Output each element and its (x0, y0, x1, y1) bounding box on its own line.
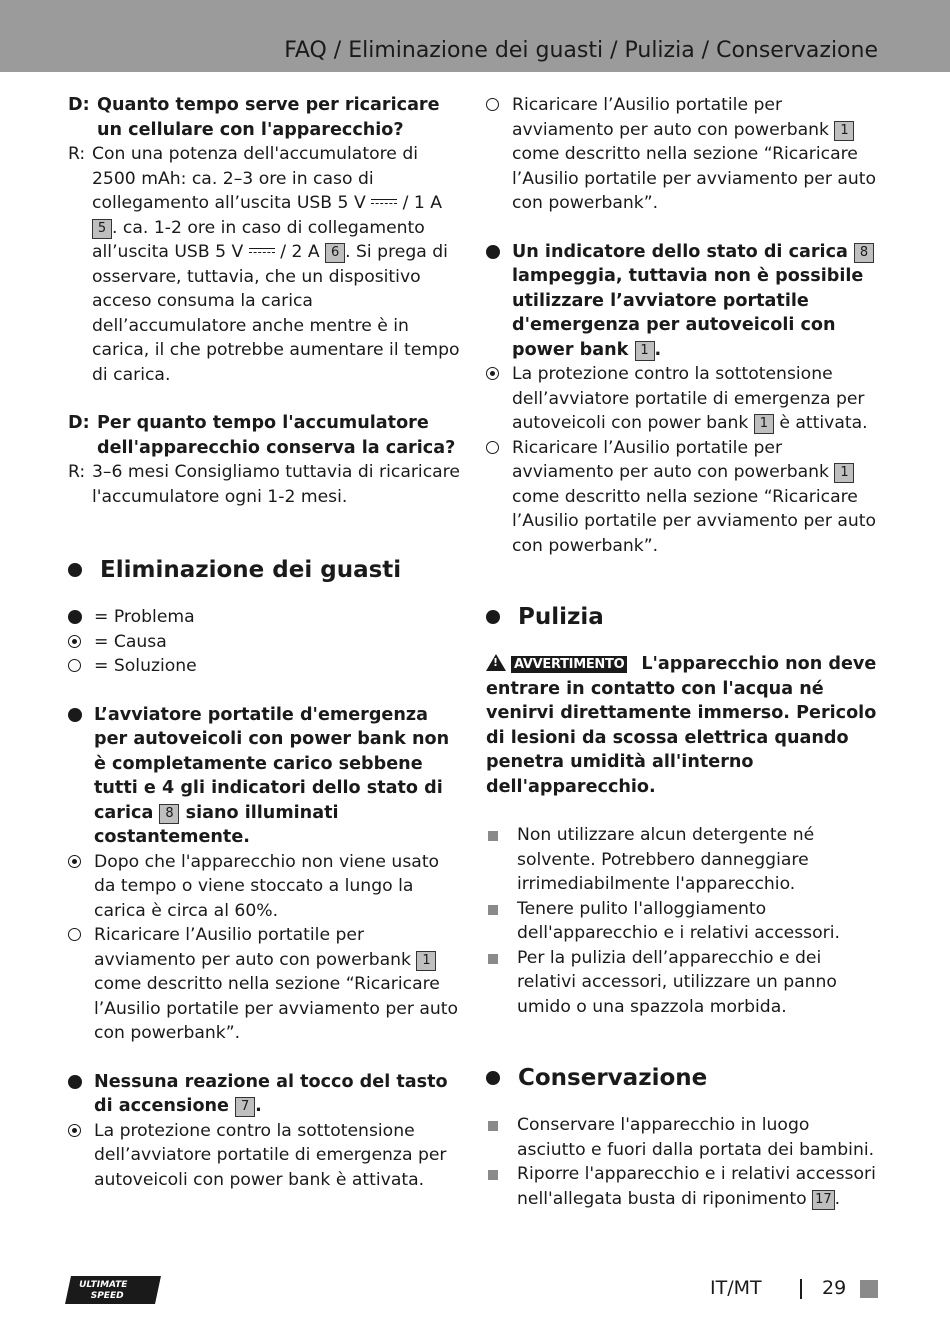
list-item: Riporre l'apparecchio e i relativi accessori nell'allegata busta di riponimento 17 . (486, 1162, 882, 1211)
ref-number: 5 (92, 219, 112, 239)
section-heading-storage: Conservazione (486, 1063, 882, 1093)
ref-number: 17 (812, 1190, 835, 1210)
page-title: FAQ / Eliminazione dei guasti / Pulizia / Conservazione (284, 38, 878, 63)
legend-solution: = Soluzione (68, 654, 464, 679)
cause-text: La protezione contro la sottotensione dell’avviatore portatile di emergenza per autoveicoli con power bank è attivata. (68, 1119, 464, 1193)
faq-2 (68, 411, 464, 509)
bullet-icon (486, 1071, 500, 1085)
square-bullet-icon (488, 831, 498, 841)
square-bullet-icon (488, 1170, 498, 1180)
legend (68, 605, 464, 679)
storage-list (486, 1113, 882, 1211)
faq-1 (68, 93, 464, 387)
problem-bullet-icon (68, 708, 82, 722)
cause-bullet-icon (486, 367, 499, 380)
page-number: 29 (822, 1277, 847, 1299)
problem-bullet-icon (486, 245, 500, 259)
ref-number: 1 (635, 341, 655, 361)
section-heading-cleaning: Pulizia (486, 602, 882, 632)
problem-text: Un indicatore dello stato di carica 8 lampeggia, tuttavia non è possibile utilizzare l’avviatore portatile d'emergenza per autoveicoli con power bank 1 . (486, 240, 882, 363)
section-heading-troubleshooting: Eliminazione dei guasti (68, 555, 464, 585)
solution-bullet-icon (486, 98, 499, 111)
problem-1 (68, 703, 464, 1046)
cause-text: La protezione contro la sottotensione dell’avviatore portatile di emergenza per autoveicoli con power bank 1 è attivata. (486, 362, 882, 436)
legend-problem: = Problema (68, 605, 464, 630)
footer-divider (800, 1279, 802, 1299)
list-item: Tenere pulito l'alloggiamento dell'apparecchio e i relativi accessori. (486, 897, 882, 946)
legend-cause: = Causa (68, 630, 464, 655)
brand-logo: ULTIMATE SPEED (65, 1276, 161, 1304)
solution-text: Ricaricare l’Ausilio portatile per avviamento per auto con powerbank 1 come descritto nella sezione “Ricaricare l’Ausilio portatile per avviamento per auto con powerbank”. (68, 923, 464, 1046)
faq-answer: R: 3–6 mesi Consigliamo tuttavia di ricaricare l'accumulatore ogni 1-2 mesi. (68, 462, 460, 507)
list-item: Conservare l'apparecchio in luogo asciutto e fuori dalla portata dei bambini. (486, 1113, 882, 1162)
problem-2 (68, 1070, 464, 1193)
cleaning-list (486, 823, 882, 1019)
faq-question: D: Quanto tempo serve per ricaricare un cellulare con l'apparecchio? (68, 95, 440, 140)
problem-bullet-icon (68, 1075, 82, 1089)
problem-bullet-icon (68, 610, 82, 624)
ref-number: 8 (159, 804, 179, 824)
ref-number: 1 (834, 121, 854, 141)
solution-bullet-icon (68, 659, 81, 672)
ref-number: 8 (854, 243, 874, 263)
list-item: Non utilizzare alcun detergente né solvente. Potrebbero danneggiare irrimediabilmente l'apparecchio. (486, 823, 882, 897)
ref-number: 7 (235, 1097, 255, 1117)
problem-text: L’avviatore portatile d'emergenza per autoveicoli con power bank non è completamente carico sebbene tutti e 4 gli indicatori dello stato di carica 8 siano illuminati costantemente. (68, 703, 464, 850)
dc-symbol-icon (371, 197, 397, 207)
square-bullet-icon (488, 905, 498, 915)
problem-text: Nessuna reazione al tocco del tasto di accensione 7 . (68, 1070, 464, 1119)
bullet-icon (486, 610, 500, 624)
cause-bullet-icon (68, 855, 81, 868)
ref-number: 6 (325, 243, 345, 263)
dc-symbol-icon (249, 246, 275, 256)
bullet-icon (68, 563, 82, 577)
list-item: Per la pulizia dell’apparecchio e dei relativi accessori, utilizzare un panno umido o una spazzola morbida. (486, 946, 882, 1020)
language-code: IT/MT (710, 1277, 762, 1299)
page-header (0, 0, 950, 72)
footer-square-icon (860, 1280, 878, 1298)
warning-label: AVVERTIMENTO (511, 656, 627, 673)
ref-number: 1 (416, 951, 436, 971)
cause-text: Dopo che l'apparecchio non viene usato da tempo o viene stoccato a lungo la carica è circa al 60%. (68, 850, 464, 924)
solution-bullet-icon (68, 928, 81, 941)
left-column (68, 93, 464, 1192)
cause-bullet-icon (68, 635, 81, 648)
problem-3 (486, 240, 882, 559)
solution-text: Ricaricare l’Ausilio portatile per avviamento per auto con powerbank 1 come descritto nella sezione “Ricaricare l’Ausilio portatile per avviamento per auto con powerbank”. (486, 436, 882, 559)
square-bullet-icon (488, 954, 498, 964)
warning-block: !AVVERTIMENTO L'apparecchio non deve entrare in contatto con l'acqua né venirvi direttamente immerso. Pericolo di lesioni da scossa elettrica quando penetra umidità all'interno dell'apparecchio. (486, 652, 882, 799)
ref-number: 1 (754, 414, 774, 434)
solution-bullet-icon (486, 441, 499, 454)
right-column (486, 93, 882, 1211)
warning-triangle-icon (486, 654, 506, 671)
ref-number: 1 (834, 463, 854, 483)
faq-question: D: Per quanto tempo l'accumulatore dell'apparecchio conserva la carica? (68, 413, 456, 458)
solution-text: Ricaricare l’Ausilio portatile per avviamento per auto con powerbank 1 come descritto nella sezione “Ricaricare l’Ausilio portatile per avviamento per auto con powerbank”. (486, 93, 882, 216)
cause-bullet-icon (68, 1124, 81, 1137)
square-bullet-icon (488, 1121, 498, 1131)
faq-answer: R: Con una potenza dell'accumulatore di 2500 mAh: ca. 2–3 ore in caso di collegamento all’uscita USB 5 V / 1 A 5 . ca. 1-2 ore in caso di collegamento all’uscita USB 5 V / 2 A 6 . Si prega di osservare, tuttavia, che un dispositivo acceso consuma la carica dell’accumulatore anche mentre è in carica, il che potrebbe aumentare il tempo di carica. (68, 144, 460, 385)
